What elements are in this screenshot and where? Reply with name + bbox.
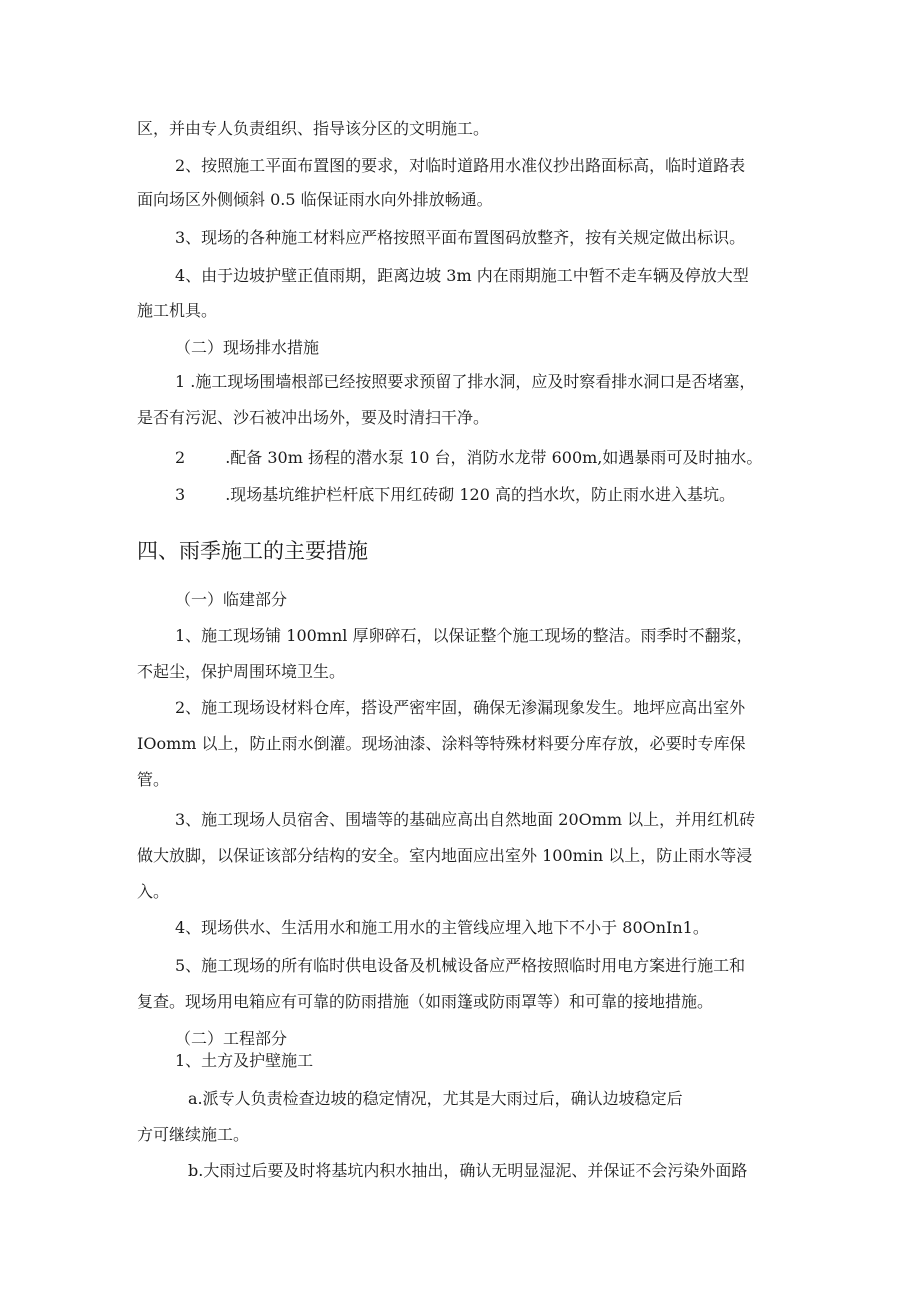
list-item-number: 3	[175, 485, 186, 504]
paragraph-line: 1 .施工现场围墙根部已经按照要求预留了排水洞，应及时察看排水洞口是否堵塞，	[175, 372, 756, 391]
paragraph-line: 方可继续施工。	[137, 1125, 250, 1144]
paragraph-line: 区，并由专人负责组织、指导该分区的文明施工。	[137, 119, 490, 138]
paragraph-line: 4、由于边坡护壁正值雨期，距离边坡 3m 内在雨期施工中暂不走车辆及停放大型	[175, 266, 749, 285]
paragraph-line: IOomm 以上，防止雨水倒灌。现场油漆、涂料等特殊材料要分库存放，必要时专库保	[137, 734, 746, 753]
subsection-title: 1、土方及护壁施工	[175, 1051, 314, 1070]
list-item-text: .配备 30m 扬程的潜水泵 10 台，消防水龙带 600m,如遇暴雨可及时抽水。	[225, 448, 763, 467]
paragraph-line: 不起尘，保护周围环境卫生。	[137, 662, 346, 681]
subsection-title: （二）工程部分	[175, 1029, 288, 1048]
list-item-text: .现场基坑维护栏杆底下用红砖砌 120 高的挡水坎，防止雨水进入基坑。	[225, 485, 735, 504]
paragraph-line: 3、现场的各种施工材料应严格按照平面布置图码放整齐，按有关规定做出标识。	[175, 228, 746, 247]
paragraph-line: 4、现场供水、生活用水和施工用水的主管线应埋入地下不小于 80OnIn1。	[175, 918, 709, 937]
section-heading: 四、雨季施工的主要措施	[137, 539, 368, 563]
list-item	[175, 447, 762, 469]
list-item-number: 2	[175, 448, 186, 467]
subsection-title: （二）现场排水措施	[175, 338, 320, 357]
paragraph-line: 是否有污泥、沙石被冲出场外，要及时清扫干净。	[137, 408, 490, 427]
paragraph-line: 入。	[137, 882, 170, 901]
paragraph-line: 5、施工现场的所有临时供电设备及机械设备应严格按照临时用电方案进行施工和	[175, 956, 746, 975]
paragraph-line: 做大放脚，以保证该部分结构的安全。室内地面应出室外 100min 以上，防止雨水等浸	[137, 846, 753, 865]
paragraph-line: 1、施工现场铺 100mnl 厚卵碎石，以保证整个施工现场的整洁。雨季时不翻浆，	[175, 626, 753, 645]
paragraph-line: a.派专人负责检查边坡的稳定情况，尤其是大雨过后，确认边坡稳定后	[188, 1089, 683, 1108]
paragraph-line: 2、施工现场设材料仓库，搭设严密牢固，确保无渗漏现象发生。地坪应高出室外	[175, 698, 746, 717]
paragraph-line: 面向场区外侧倾斜 0.5 临保证雨水向外排放畅通。	[137, 190, 493, 209]
paragraph-line: b.大雨过后要及时将基坑内积水抽出，确认无明显湿泥、并保证不会污染外面路	[188, 1161, 748, 1180]
paragraph-line: 管。	[137, 770, 170, 789]
subsection-title: （一）临建部分	[175, 590, 288, 609]
paragraph-line: 复查。现场用电箱应有可靠的防雨措施（如雨篷或防雨罩等）和可靠的接地措施。	[137, 992, 714, 1011]
paragraph-line: 3、施工现场人员宿舍、围墙等的基础应高出自然地面 20Omm 以上，并用红机砖	[175, 810, 756, 829]
list-item	[175, 484, 735, 506]
paragraph-line: 2、按照施工平面布置图的要求，对临时道路用水准仪抄出路面标高，临时道路表	[175, 156, 746, 175]
paragraph-line: 施工机具。	[137, 301, 218, 320]
